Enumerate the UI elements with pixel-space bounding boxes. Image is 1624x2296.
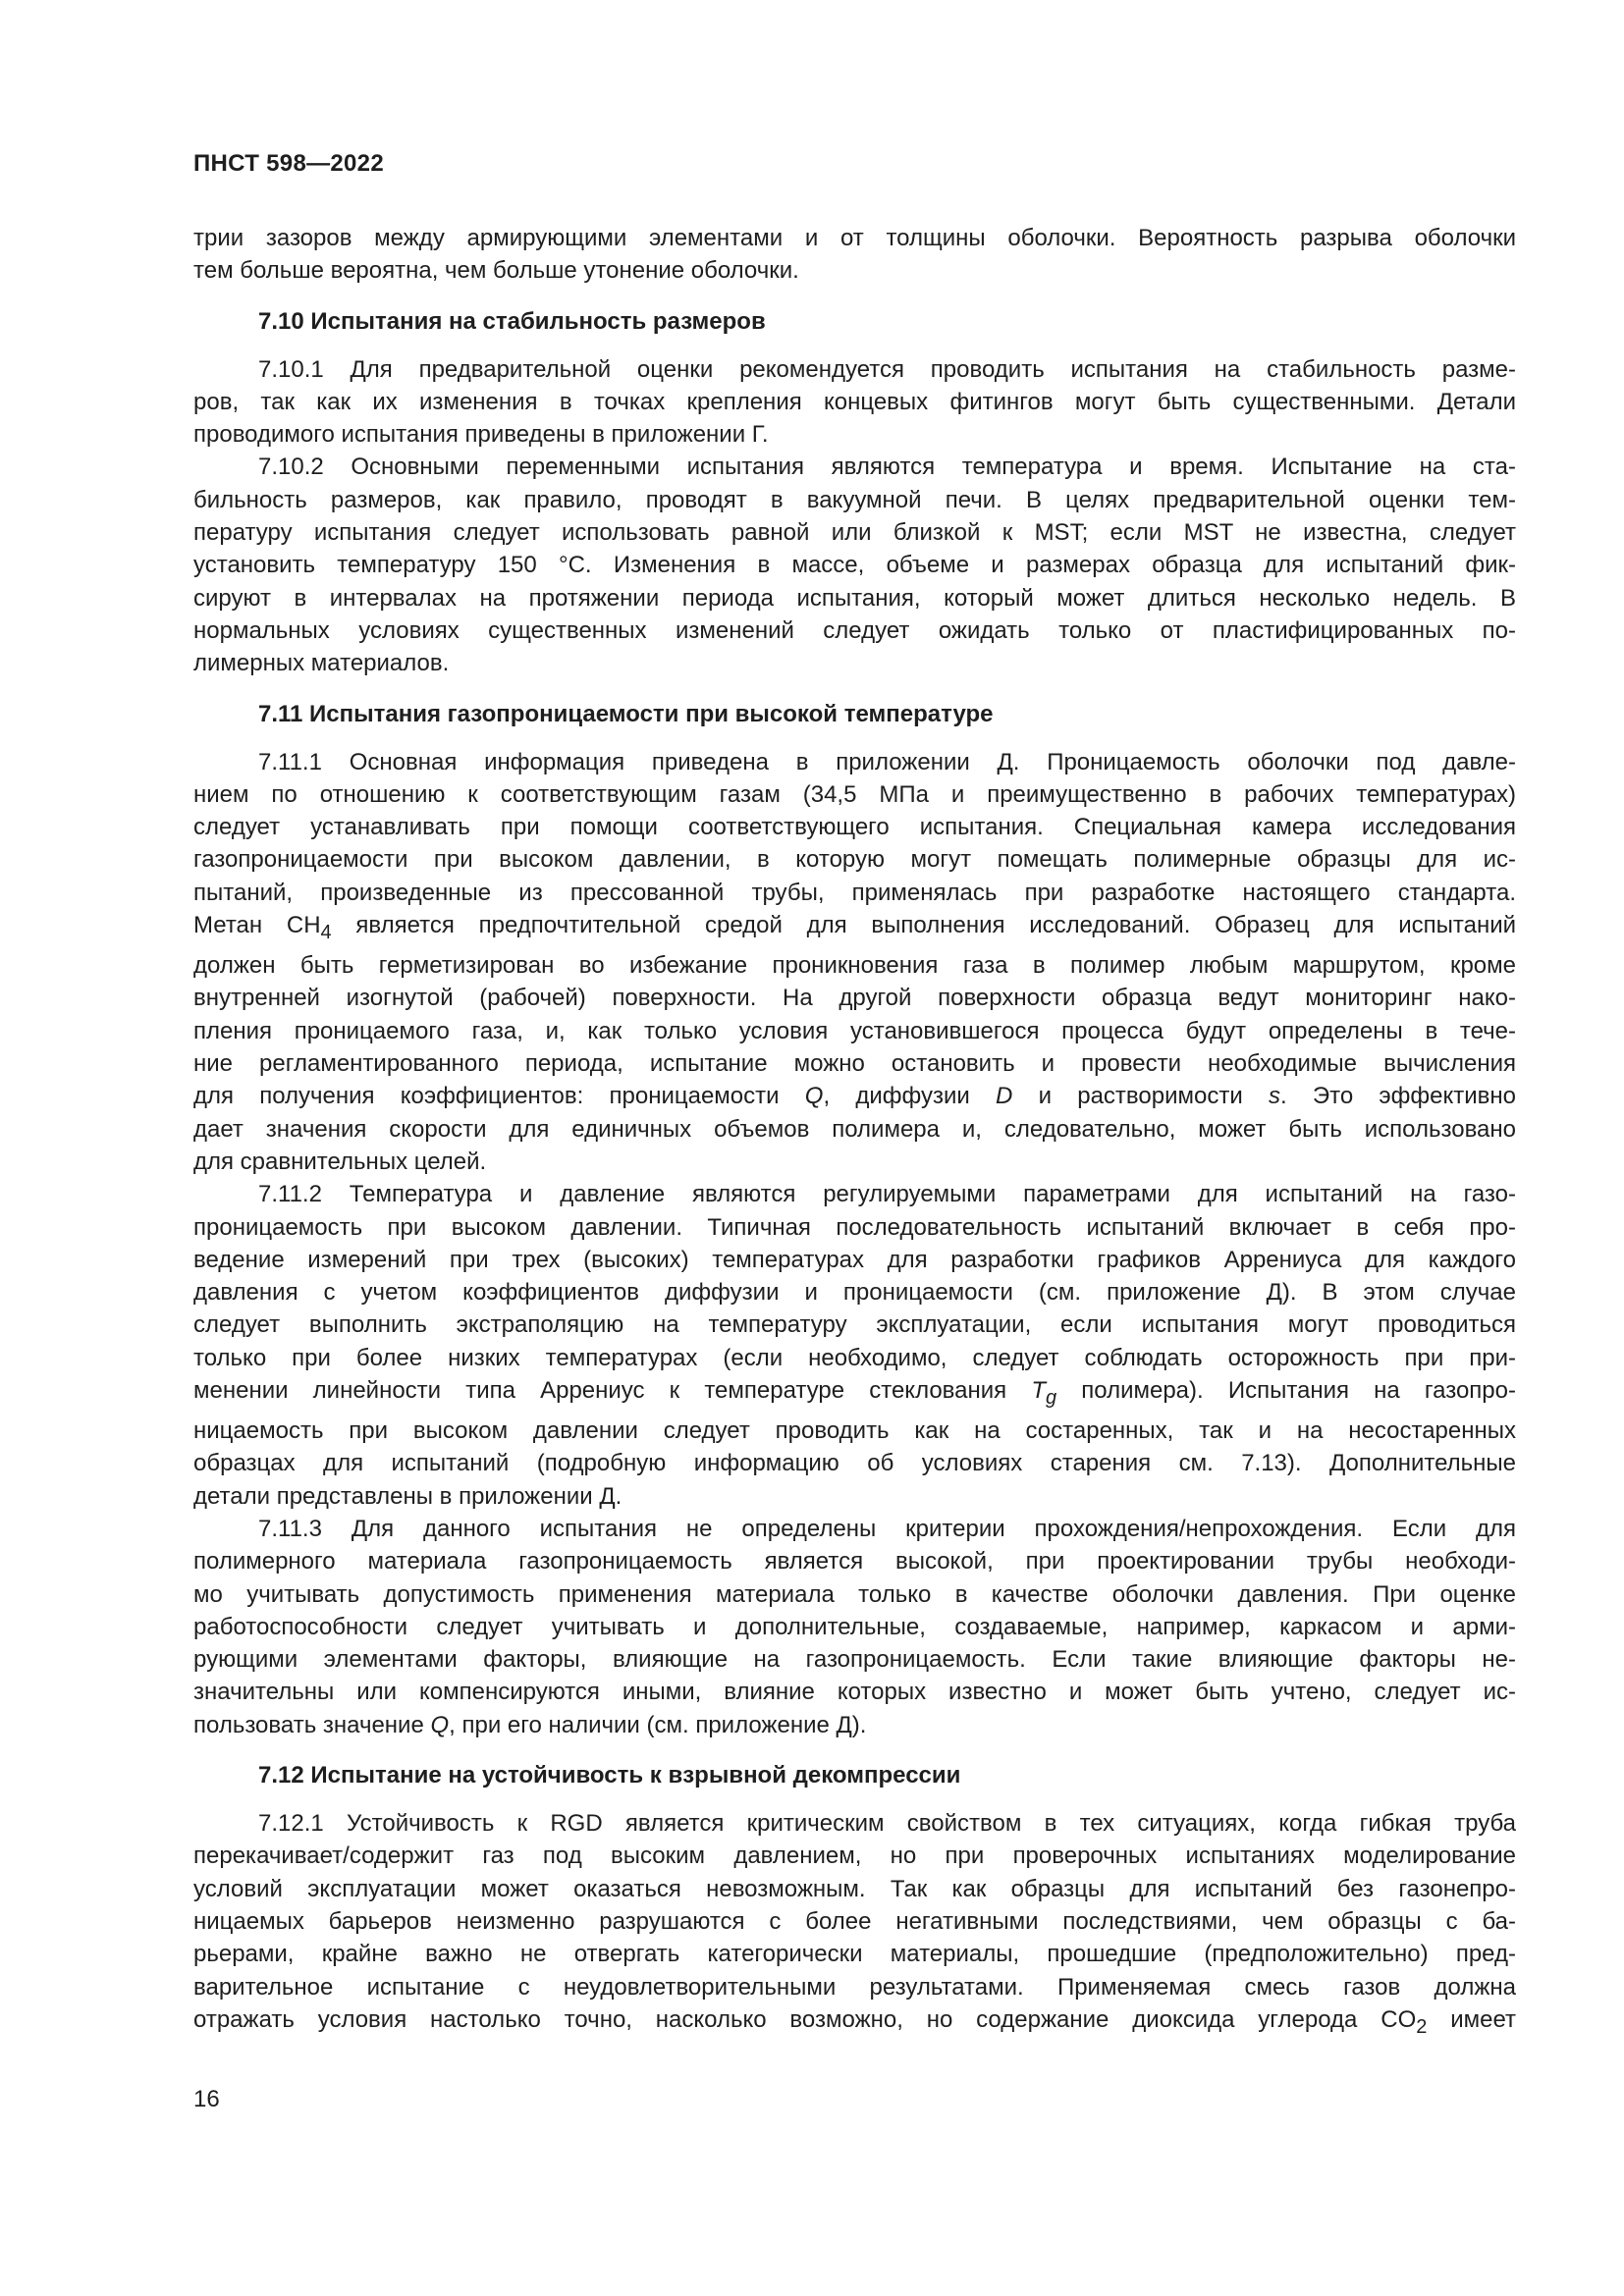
text-line: проводимого испытания приведены в приложении Г. (193, 421, 769, 449)
document-header: ПНСТ 598—2022 (193, 150, 384, 177)
text-fragment: полимера). Испытания на газопро- (1056, 1377, 1516, 1404)
text-line: нием по отношению к соответствующим газам (34,5 МПа и преимущественно в рабочих температурах) (193, 780, 1516, 808)
text-fragment: Метан CH (193, 912, 321, 939)
paragraph-7-10-2 (193, 451, 1516, 679)
italic-symbol: D (996, 1083, 1013, 1110)
text-line (193, 1080, 1516, 1112)
text-line (193, 1709, 1516, 1741)
text-fragment: отражать условия настолько точно, насколько возможно, но содержание диоксида углерода CO (193, 2005, 1417, 2033)
text-line: внутренней изогнутой (рабочей) поверхности. На другой поверхности образца ведут мониторинг нако- (193, 985, 1516, 1012)
text-line: ние регламентированного периода, испытание можно остановить и провести необходимые вычисления (193, 1050, 1516, 1078)
section-heading-7-12: 7.12 Испытание на устойчивость к взрывной декомпрессии (258, 1762, 961, 1789)
text-line: только при более низких температурах (если необходимо, следует соблюдать осторожность при при- (193, 1344, 1516, 1371)
paragraph-7-11-1 (193, 746, 1516, 1179)
text-line: 7.12.1 Устойчивость к RGD является критическим свойством в тех ситуациях, когда гибкая труба (258, 1810, 1516, 1838)
text-line: образцах для испытаний (подробную информацию об условиях старения см. 7.13). Дополнительные (193, 1450, 1516, 1477)
text-line: дает значения скорости для единичных объемов полимера и, следовательно, может быть использовано (193, 1115, 1516, 1143)
text-line: следует выполнить экстраполяцию на температуру эксплуатации, если испытания могут проводиться (193, 1311, 1516, 1339)
italic-symbol: Q (430, 1711, 450, 1738)
subscript: 4 (320, 921, 332, 943)
text-line: газопроницаемости при высоком давлении, в которую могут помещать полимерные образцы для ис- (193, 846, 1516, 874)
text-line: проницаемость при высоком давлении. Типичная последовательность испытаний включает в себя про- (193, 1213, 1516, 1241)
text-line: 7.11.3 Для данного испытания не определены критерии прохождения/непрохождения. Если для (258, 1515, 1516, 1542)
text-line: перекачивает/содержит газ под высоким давлением, но при проверочных испытаниях моделирование (193, 1842, 1516, 1870)
subscript: 2 (1416, 2015, 1428, 2038)
text-line: для сравнительных целей. (193, 1148, 487, 1175)
text-line: пления проницаемого газа, и, как только условия установившегося процесса будут определены в тече- (193, 1017, 1516, 1044)
text-line (193, 909, 1516, 949)
text-line: детали представлены в приложении Д. (193, 1482, 623, 1510)
text-line: пературу испытания следует использовать равной или близкой к MST; если MST не известна, следует (193, 519, 1516, 547)
text-line: ведение измерений при трех (высоких) температурах для разработки графиков Аррениуса для каждого (193, 1246, 1516, 1273)
text-line: трии зазоров между армирующими элементами и от толщины оболочки. Вероятность разрыва оболочки (193, 225, 1516, 251)
text-fragment: является предпочтительной средой для выполнения исследований. Образец для испытаний (331, 912, 1517, 939)
text-line: 7.10.1 Для предварительной оценки рекомендуется проводить испытания на стабильность разме- (258, 355, 1516, 383)
text-fragment: пользовать значение (193, 1711, 431, 1738)
text-line: пытаний, произведенные из прессованной трубы, применялась при разработке настоящего стандарта. (193, 879, 1516, 906)
text-line: 7.11.1 Основная информация приведена в приложении Д. Проницаемость оболочки под давле- (258, 748, 1516, 775)
italic-symbol: Q (804, 1083, 824, 1110)
paragraph-7-10-1 (193, 353, 1516, 452)
text-line (193, 1374, 1516, 1415)
text-line: лимерных материалов. (193, 650, 450, 677)
page-body (193, 222, 1516, 2044)
paragraph-continuation (193, 222, 1516, 288)
text-fragment: , диффузии (823, 1083, 997, 1110)
text-line: варительное испытание с неудовлетворительными результатами. Применяемая смесь газов должна (193, 1973, 1516, 2001)
section-heading-7-11: 7.11 Испытания газопроницаемости при высокой температуре (258, 700, 994, 727)
text-line (193, 2003, 1516, 2044)
text-line: установить температуру 150 °С. Изменения в массе, объеме и размерах образца для испытаний фик- (193, 552, 1516, 579)
text-line: ницаемых барьеров неизменно разрушаются с более негативными последствиями, чем образцы с ба- (193, 1907, 1516, 1935)
italic-symbol: T (1031, 1377, 1046, 1404)
text-line: работоспособности следует учитывать и дополнительные, создаваемые, например, каркасом и арми- (193, 1613, 1516, 1640)
text-fragment: для получения коэффициентов: проницаемости (193, 1083, 805, 1110)
text-line: давления с учетом коэффициентов диффузии и проницаемости (см. приложение Д). В этом случае (193, 1279, 1516, 1307)
italic-subscript: g (1045, 1386, 1057, 1409)
text-line: ницаемость при высоком давлении следует проводить как на состаренных, так и на несостаренных (193, 1417, 1516, 1445)
page-number: 16 (193, 2086, 220, 2112)
text-fragment: менении линейности типа Аррениус к температуре стеклования (193, 1377, 1032, 1404)
text-fragment: и растворимости (1012, 1083, 1269, 1110)
text-line: значительны или компенсируются иными, влияние которых известно и может быть учтено, следует ис- (193, 1679, 1516, 1706)
text-line: следует устанавливать при помощи соответствующего испытания. Специальная камера исследования (193, 814, 1516, 841)
text-fragment: , при его наличии (см. приложение Д). (449, 1711, 867, 1738)
text-line: тем больше вероятна, чем больше утонение оболочки. (193, 257, 799, 285)
text-line: бильность размеров, как правило, проводят в вакуумной печи. В целях предварительной оценки тем- (193, 486, 1516, 513)
text-line: мо учитывать допустимость применения материала только в качестве оболочки давления. При оценке (193, 1580, 1516, 1608)
text-line: полимерного материала газопроницаемость является высокой, при проектировании трубы необходи- (193, 1548, 1516, 1575)
paragraph-7-11-2 (193, 1178, 1516, 1513)
text-line: 7.11.2 Температура и давление являются регулируемыми параметрами для испытаний на газо- (258, 1181, 1516, 1208)
text-line: должен быть герметизирован во избежание проникновения газа в полимер любым маршрутом, кроме (193, 952, 1516, 980)
text-line: сируют в интервалах на протяжении периода испытания, который может длиться несколько недель. В (193, 584, 1516, 612)
paragraph-7-11-3 (193, 1513, 1516, 1741)
text-line: 7.10.2 Основными переменными испытания являются температура и время. Испытание на ста- (258, 454, 1516, 481)
text-line: рьерами, крайне важно не отвергать категорически материалы, прошедшие (предположительно) пред- (193, 1941, 1516, 1968)
text-fragment: имеет (1427, 2005, 1516, 2033)
italic-symbol: s (1268, 1083, 1280, 1110)
text-line: ров, так как их изменения в точках крепления концевых фитингов могут быть существенными. Детали (193, 388, 1516, 415)
paragraph-7-12-1 (193, 1807, 1516, 2044)
text-fragment: . Это эффективно (1279, 1083, 1517, 1110)
text-line: рующими элементами факторы, влияющие на газопроницаемость. Если такие влияющие факторы не- (193, 1646, 1516, 1674)
section-heading-7-10: 7.10 Испытания на стабильность размеров (258, 307, 766, 335)
text-line: условий эксплуатации может оказаться невозможным. Так как образцы для испытаний без газонепро- (193, 1875, 1516, 1902)
text-line: нормальных условиях существенных изменений следует ожидать только от пластифицированных по- (193, 616, 1516, 644)
